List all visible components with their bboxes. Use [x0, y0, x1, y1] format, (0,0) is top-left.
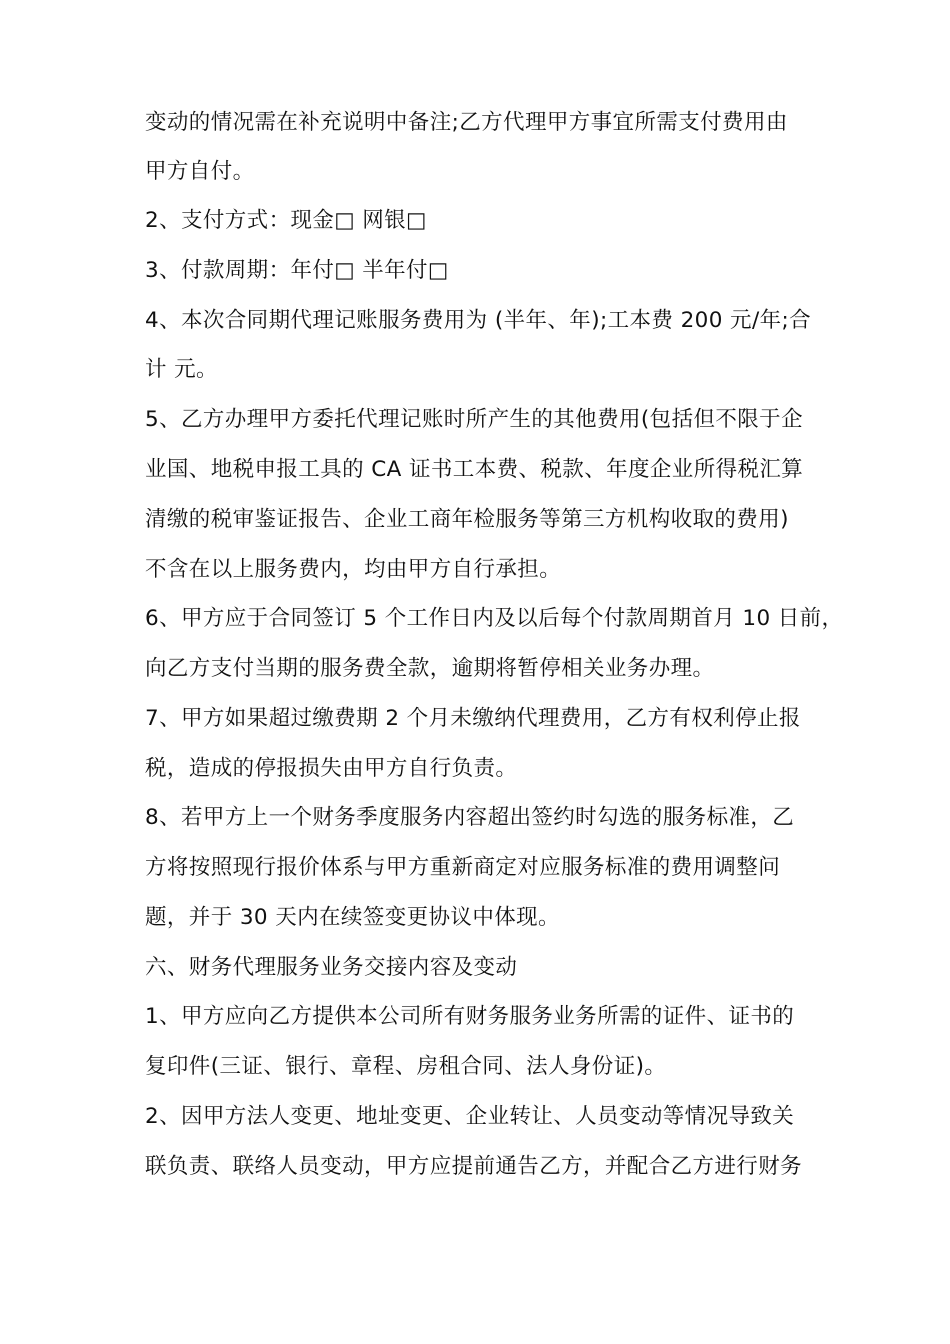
- text-line: 4、本次合同期代理记账服务费用为 (半年、年);工本费 200 元/年;合: [145, 308, 812, 333]
- text-line: 2、因甲方法人变更、地址变更、企业转让、人员变动等情况导致关: [145, 1104, 795, 1129]
- text-line: 计 元。: [145, 357, 218, 382]
- text-line: 方将按照现行报价体系与甲方重新商定对应服务标准的费用调整问: [145, 855, 781, 880]
- text-line: 向乙方支付当期的服务费全款，逾期将暂停相关业务办理。: [145, 656, 715, 681]
- text-line: 不含在以上服务费内，均由甲方自行承担。: [145, 557, 562, 582]
- text-line: 甲方自付。: [145, 159, 255, 184]
- text-line: 2、支付方式：现金□ 网银□: [145, 208, 427, 233]
- text-line: 1、甲方应向乙方提供本公司所有财务服务业务所需的证件、证书的: [145, 1004, 795, 1029]
- text-line: 清缴的税审鉴证报告、企业工商年检服务等第三方机构收取的费用): [145, 507, 789, 532]
- text-line: 7、甲方如果超过缴费期 2 个月未缴纳代理费用，乙方有权利停止报: [145, 706, 801, 731]
- text-line: 3、付款周期：年付□ 半年付□: [145, 258, 449, 283]
- text-line: 题，并于 30 天内在续签变更协议中体现。: [145, 905, 560, 930]
- text-line: 联负责、联络人员变动，甲方应提前通告乙方，并配合乙方进行财务: [145, 1154, 803, 1179]
- text-line: 税，造成的停报损失由甲方自行负责。: [145, 756, 518, 781]
- text-line: 业国、地税申报工具的 CA 证书工本费、税款、年度企业所得税汇算: [145, 457, 804, 482]
- text-line: 复印件(三证、银行、章程、房租合同、法人身份证)。: [145, 1054, 667, 1079]
- section-heading: 六、财务代理服务业务交接内容及变动: [145, 955, 518, 980]
- text-line: 6、甲方应于合同签订 5 个工作日内及以后每个付款周期首月 10 日前，: [145, 606, 844, 631]
- text-line: 变动的情况需在补充说明中备注;乙方代理甲方事宜所需支付费用由: [145, 110, 788, 135]
- text-line: 8、若甲方上一个财务季度服务内容超出签约时勾选的服务标准，乙: [145, 805, 795, 830]
- text-line: 5、乙方办理甲方委托代理记账时所产生的其他费用(包括但不限于企: [145, 407, 803, 432]
